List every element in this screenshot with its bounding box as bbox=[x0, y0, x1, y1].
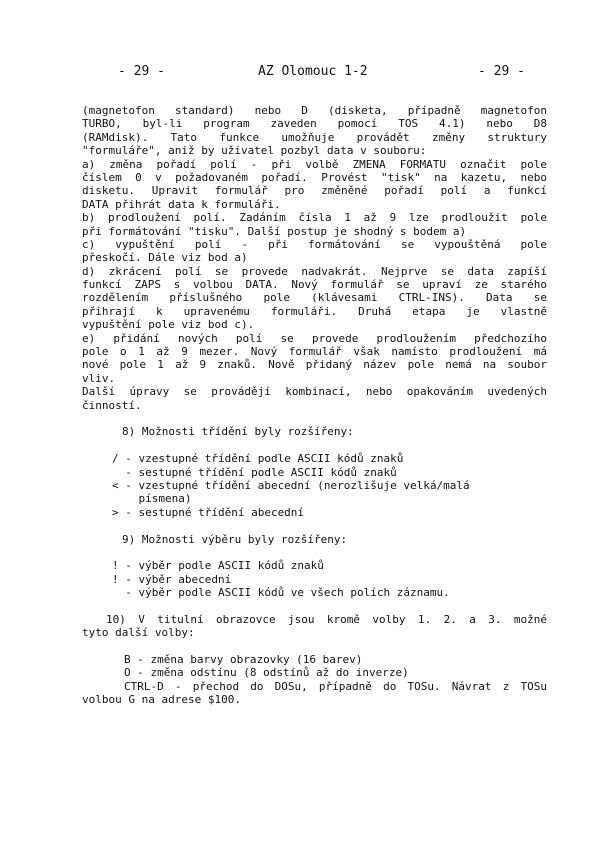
list-item: CTRL-D - přechod do DOSu, případně do TOSu. Návrat z TOSu bbox=[124, 679, 547, 693]
text-line: přeskočí. Dále viz bod a) bbox=[82, 251, 248, 265]
section-8-heading: 8) Možnosti třídění byly rozšířeny: bbox=[122, 425, 354, 439]
text-line: "formuláře", aniž by uživatel pozbyl data v souboru: bbox=[82, 144, 427, 158]
header-title: AZ Olomouc 1-2 bbox=[258, 64, 368, 79]
section-9-list bbox=[82, 559, 547, 599]
text-line: přihrají k upravenému formuláři. Druhá etapa je vlastně bbox=[82, 304, 547, 318]
page-number-right: - 29 - bbox=[478, 64, 525, 79]
document-body bbox=[82, 104, 547, 707]
list-item: O - změna odstínu (8 odstínů až do inverze) bbox=[124, 666, 409, 680]
section-10 bbox=[82, 613, 547, 707]
text-line: d) zkrácení polí se provede nadvakrát. Nejprve se data zapíší bbox=[82, 264, 547, 278]
list-item: - výběr podle ASCII kódů ve všech polích záznamu. bbox=[112, 586, 450, 600]
text-line: vypuštění pole viz bod c). bbox=[82, 318, 255, 332]
text-line: funkcí ZAPS s volbou DATA. Nový formulář se upraví ze starého bbox=[82, 278, 547, 292]
item-c bbox=[82, 238, 547, 265]
text-line: e) přidání nových polí se provede prodloužením předchozího bbox=[82, 331, 547, 345]
list-item: ! - výběr podle ASCII kódů znaků bbox=[112, 559, 324, 573]
text-line: TURBO, byl-li program zaveden pomocí TOS 4.1) nebo D8 bbox=[82, 117, 547, 131]
text-line: pole o 1 až 9 mezer. Nový formulář však namísto prodloužení má bbox=[82, 345, 547, 359]
item-e bbox=[82, 332, 547, 386]
list-item: < - vzestupné třídění abecední (nerozlišuje velká/malá bbox=[112, 478, 470, 492]
text-line: volbou G na adrese $100. bbox=[82, 693, 241, 707]
section-9-heading: 9) Možnosti výběru byly rozšířeny: bbox=[122, 532, 348, 546]
text-line: číslem 0 v požadovaném pořadí. Provést "tisk" na kazetu, nebo bbox=[82, 170, 547, 184]
list-item: B - změna barvy obrazovky (16 barev) bbox=[124, 653, 363, 667]
page-number-left: - 29 - bbox=[118, 64, 165, 79]
item-b bbox=[82, 211, 547, 238]
page-header bbox=[0, 64, 600, 84]
section-8-list bbox=[82, 452, 547, 519]
list-item: písmena) bbox=[112, 492, 192, 506]
list-item: - sestupné třídění podle ASCII kódů znaků bbox=[112, 465, 397, 479]
text-line: tyto další volby: bbox=[82, 626, 195, 640]
list-item: ! - výběr abecední bbox=[112, 572, 232, 586]
text-line: při formátování "tisku". Další postup je shodný s bodem a) bbox=[82, 224, 467, 238]
text-line: (magnetofon standard) nebo D (disketa, případně magnetofon bbox=[82, 104, 547, 117]
text-line: disketu. Upravit formulář pro změněné pořadí polí a funkcí bbox=[82, 184, 547, 198]
text-line: nové pole 1 až 9 znaků. Nově přidaný název pole nemá na soubor bbox=[82, 358, 547, 372]
text-line: činností. bbox=[82, 398, 142, 412]
text-line: b) prodloužení polí. Zadáním čísla 1 až 9 lze prodloužit pole bbox=[82, 211, 547, 225]
intro-paragraph bbox=[82, 104, 547, 158]
text-line: rozdělením příslušného pole (klávesami CTRL-INS). Data se bbox=[82, 291, 547, 305]
text-line: Další úpravy se provádějí kombinací, nebo opakováním uvedených bbox=[82, 385, 547, 399]
text-line: 10) V titulní obrazovce jsou kromě volby 1. 2. a 3. možné bbox=[106, 612, 547, 626]
item-a bbox=[82, 158, 547, 212]
list-item: / - vzestupné třídění podle ASCII kódů znaků bbox=[112, 452, 404, 466]
text-line: (RAMdisk). Tato funkce umožňuje provádět změny struktury bbox=[82, 130, 547, 144]
list-item: > - sestupné třídění abecední bbox=[112, 505, 305, 519]
text-line: DATA přihrát data k formuláři. bbox=[82, 197, 281, 211]
text-line: c) vypuštění polí - při formátování se vypouštěná pole bbox=[82, 237, 547, 251]
text-line: vliv. bbox=[82, 371, 116, 385]
closing-paragraph bbox=[82, 385, 547, 412]
text-line: a) změna pořadí polí - při volbě ZMENA FORMATU označit pole bbox=[82, 157, 547, 171]
item-d bbox=[82, 265, 547, 332]
